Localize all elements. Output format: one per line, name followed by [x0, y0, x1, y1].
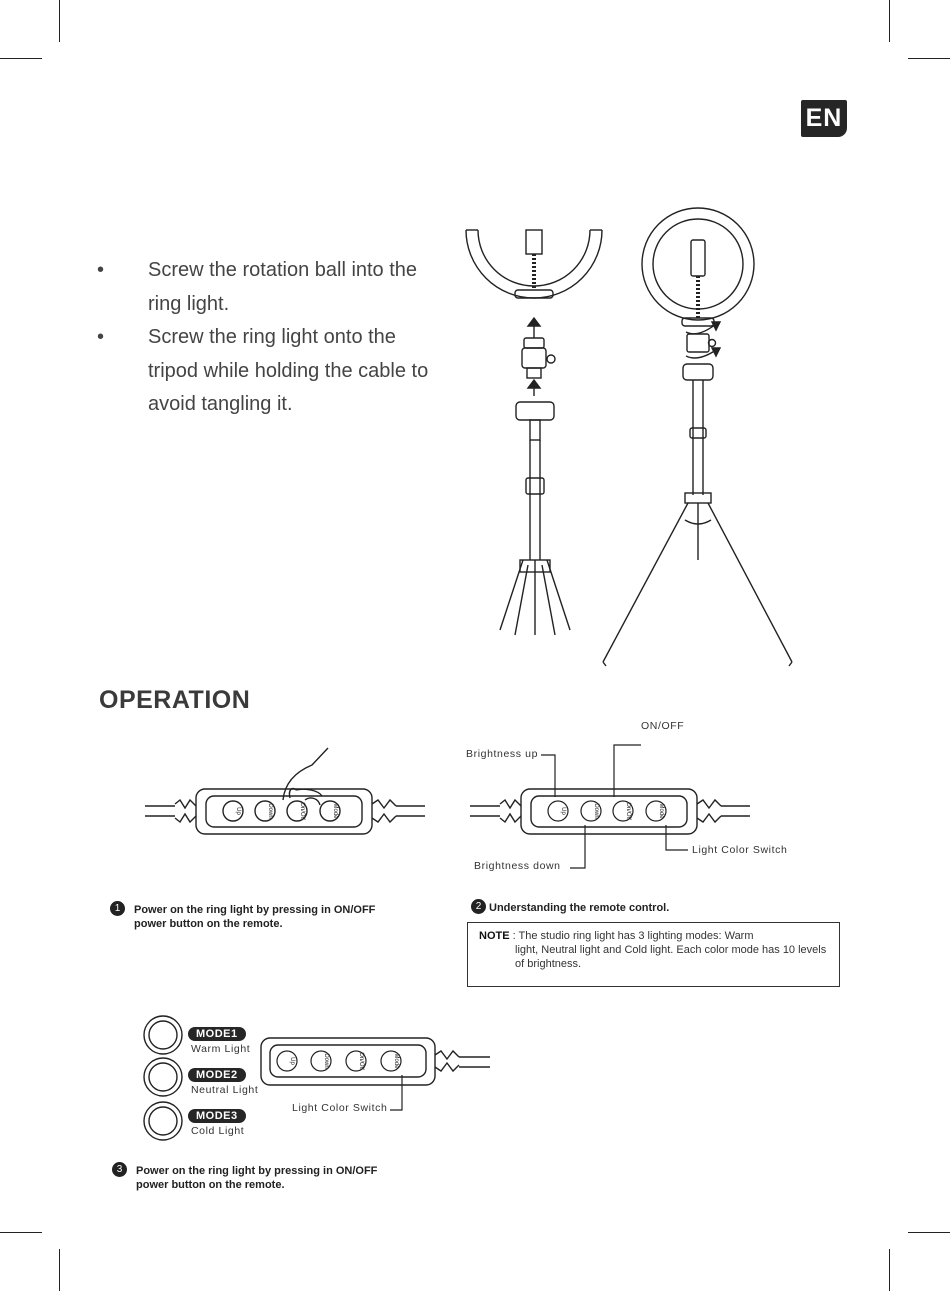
mode-label: Warm Light	[191, 1043, 251, 1055]
assembly-illustration	[455, 200, 815, 675]
remote-button-label: Up	[235, 807, 241, 815]
note-text: : The studio ring light has 3 lighting modes: Warm	[509, 930, 754, 942]
note-text-continued: light, Neutral light and Cold light. Each color mode has 10 levels of brightness.	[515, 944, 827, 970]
section-title: OPERATION	[99, 686, 251, 714]
instruction-item: • Screw the ring light onto the tripod while holding the cable to avoid tangling it.	[97, 321, 447, 422]
remote-button-label: Up	[560, 807, 566, 815]
remote-button-label: Mode	[658, 803, 664, 819]
step-number: 3	[112, 1162, 127, 1177]
crop-mark	[889, 0, 890, 42]
mode-label: Neutral Light	[191, 1084, 259, 1096]
instruction-item: • Screw the rotation ball into the ring light.	[97, 254, 447, 321]
crop-mark	[59, 1249, 60, 1291]
mode-callout-light-color-switch: Light Color Switch	[292, 1102, 388, 1114]
remote-button-label: On/Off	[625, 802, 631, 820]
note-box	[467, 922, 840, 987]
crop-mark	[908, 58, 950, 59]
crop-mark	[59, 0, 60, 42]
language-badge: EN	[801, 100, 847, 137]
callout-light-color-switch: Light Color Switch	[692, 844, 788, 856]
step-text: Power on the ring light by pressing in ON/OFF power button on the remote.	[134, 904, 376, 930]
assembly-instructions	[97, 254, 447, 422]
remote-button-label: On/Off	[358, 1052, 364, 1070]
remote-button-label: Mode	[393, 1053, 399, 1069]
remote-button-label: Down	[593, 803, 599, 819]
mode-badge: MODE2	[188, 1068, 246, 1082]
step-text: Power on the ring light by pressing in ON/OFF power button on the remote.	[136, 1165, 378, 1191]
step-number: 1	[110, 901, 125, 916]
mode-badge: MODE1	[188, 1027, 246, 1041]
mode-rings	[140, 1012, 185, 1144]
crop-mark	[889, 1249, 890, 1291]
remote-button-label: Down	[267, 803, 273, 819]
note-label: NOTE	[479, 930, 510, 942]
remote-illustration	[140, 740, 435, 840]
mode-item	[188, 1024, 250, 1055]
crop-mark	[0, 1232, 42, 1233]
remote-button-label: Up	[289, 1057, 295, 1065]
step-1	[110, 901, 410, 930]
remote-diagram	[465, 720, 800, 880]
remote-button-label: Mode	[332, 803, 338, 819]
remote-button-label: On/Off	[299, 802, 305, 820]
mode-badge: MODE3	[188, 1109, 246, 1123]
crop-mark	[0, 58, 42, 59]
step-text: Understanding the remote control.	[489, 902, 670, 914]
step-number: 2	[471, 899, 486, 914]
callout-brightness-up: Brightness up	[466, 748, 539, 760]
mode-item	[188, 1106, 246, 1137]
callout-brightness-down: Brightness down	[474, 860, 561, 872]
step-3	[112, 1162, 412, 1191]
remote-button-label: Down	[323, 1053, 329, 1069]
callout-on-off: ON/OFF	[641, 720, 685, 732]
mode-label: Cold Light	[191, 1125, 245, 1137]
step-2	[471, 899, 831, 917]
crop-mark	[908, 1232, 950, 1233]
mode-item	[188, 1065, 258, 1096]
